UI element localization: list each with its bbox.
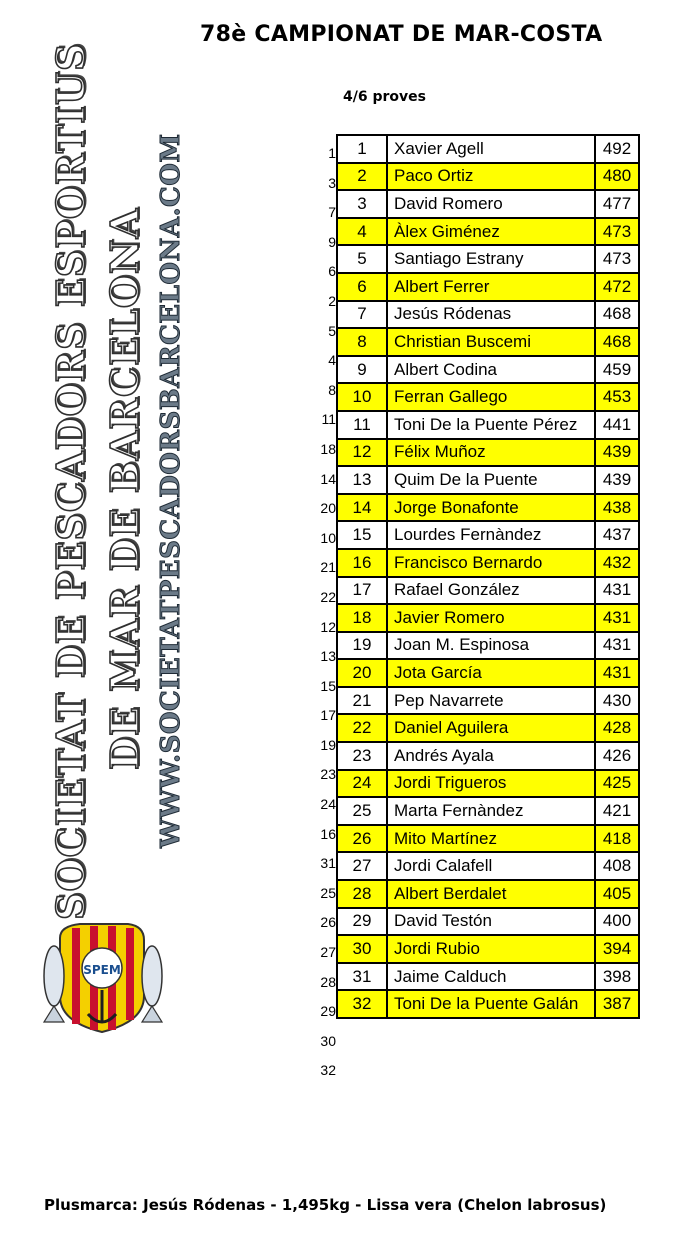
previous-position: 19 [320, 736, 336, 753]
table-row [337, 935, 639, 963]
table-row [337, 659, 639, 687]
previous-position: 16 [320, 825, 336, 842]
table-row [337, 383, 639, 411]
record-note: Plusmarca: Jesús Ródenas - 1,495kg - Lissa vera (Chelon labrosus) [44, 1196, 607, 1214]
name-cell: Santiago Estrany [387, 245, 595, 273]
table-row [337, 218, 639, 246]
table-row [337, 301, 639, 329]
points-cell: 421 [595, 797, 639, 825]
position-cell: 9 [337, 356, 387, 384]
name-cell: Joan M. Espinosa [387, 632, 595, 660]
points-cell: 492 [595, 135, 639, 163]
previous-position: 27 [320, 944, 336, 961]
name-cell: Jordi Calafell [387, 852, 595, 880]
table-row [337, 770, 639, 798]
name-cell: Albert Ferrer [387, 273, 595, 301]
previous-position: 6 [328, 263, 336, 280]
position-cell: 20 [337, 659, 387, 687]
position-cell: 14 [337, 494, 387, 522]
table-row [337, 135, 639, 163]
name-cell: Paco Ortiz [387, 163, 595, 191]
position-cell: 31 [337, 963, 387, 991]
table-row [337, 825, 639, 853]
table-row [337, 880, 639, 908]
name-cell: Daniel Aguilera [387, 714, 595, 742]
points-cell: 438 [595, 494, 639, 522]
table-row [337, 990, 639, 1018]
points-cell: 468 [595, 301, 639, 329]
name-cell: Andrés Ayala [387, 742, 595, 770]
position-cell: 7 [337, 301, 387, 329]
club-logo [40, 918, 170, 1036]
points-cell: 480 [595, 163, 639, 191]
position-cell: 28 [337, 880, 387, 908]
table-row [337, 190, 639, 218]
previous-position: 4 [328, 352, 336, 369]
position-cell: 27 [337, 852, 387, 880]
table-row [337, 521, 639, 549]
points-cell: 431 [595, 659, 639, 687]
table-row [337, 356, 639, 384]
position-cell: 16 [337, 549, 387, 577]
table-row [337, 494, 639, 522]
crest-lettering: SPEM [83, 963, 121, 977]
name-cell: Quim De la Puente [387, 466, 595, 494]
name-cell: David Romero [387, 190, 595, 218]
name-cell: Marta Fernàndez [387, 797, 595, 825]
table-row [337, 714, 639, 742]
previous-position: 25 [320, 884, 336, 901]
website-link[interactable]: WWW.SOCIETATPESCADORSBARCELONA.COM [156, 133, 186, 848]
points-cell: 468 [595, 328, 639, 356]
previous-position: 23 [320, 766, 336, 783]
previous-position: 21 [320, 559, 336, 576]
table-row [337, 273, 639, 301]
points-cell: 473 [595, 245, 639, 273]
position-cell: 21 [337, 687, 387, 715]
table-row [337, 797, 639, 825]
name-cell: David Testón [387, 908, 595, 936]
points-cell: 430 [595, 687, 639, 715]
name-cell: Pep Navarrete [387, 687, 595, 715]
table-row [337, 908, 639, 936]
name-cell: Javier Romero [387, 604, 595, 632]
table-row [337, 439, 639, 467]
position-cell: 25 [337, 797, 387, 825]
name-cell: Jesús Ródenas [387, 301, 595, 329]
points-cell: 477 [595, 190, 639, 218]
points-cell: 437 [595, 521, 639, 549]
previous-position: 14 [320, 470, 336, 487]
previous-position: 12 [320, 618, 336, 635]
position-cell: 26 [337, 825, 387, 853]
table-row [337, 549, 639, 577]
table-row [337, 411, 639, 439]
name-cell: Àlex Giménez [387, 218, 595, 246]
previous-position: 2 [328, 292, 336, 309]
previous-position: 9 [328, 233, 336, 250]
previous-position: 29 [320, 1003, 336, 1020]
table-row [337, 245, 639, 273]
branding-line2: DE MAR DE BARCELONA [102, 207, 147, 770]
previous-position: 3 [328, 174, 336, 191]
points-cell: 431 [595, 632, 639, 660]
points-cell: 432 [595, 549, 639, 577]
name-cell: Jordi Trigueros [387, 770, 595, 798]
points-cell: 394 [595, 935, 639, 963]
points-cell: 428 [595, 714, 639, 742]
name-cell: Jorge Bonafonte [387, 494, 595, 522]
points-cell: 472 [595, 273, 639, 301]
ranking-table [336, 134, 640, 1019]
page-title: 78è CAMPIONAT DE MAR-COSTA [200, 22, 603, 47]
previous-position: 11 [321, 411, 336, 428]
table-row [337, 632, 639, 660]
position-cell: 19 [337, 632, 387, 660]
position-cell: 10 [337, 383, 387, 411]
points-cell: 405 [595, 880, 639, 908]
previous-position: 24 [320, 796, 336, 813]
points-cell: 418 [595, 825, 639, 853]
previous-position: 32 [320, 1062, 336, 1079]
table-row [337, 577, 639, 605]
previous-position-column [300, 136, 336, 1083]
points-cell: 431 [595, 577, 639, 605]
position-cell: 4 [337, 218, 387, 246]
table-row [337, 742, 639, 770]
position-cell: 29 [337, 908, 387, 936]
position-cell: 30 [337, 935, 387, 963]
previous-position: 1 [328, 145, 336, 161]
points-cell: 439 [595, 439, 639, 467]
position-cell: 3 [337, 190, 387, 218]
points-cell: 426 [595, 742, 639, 770]
table-row [337, 328, 639, 356]
table-row [337, 163, 639, 191]
previous-position: 5 [328, 322, 336, 339]
previous-position: 17 [320, 707, 336, 724]
points-cell: 459 [595, 356, 639, 384]
name-cell: Jordi Rubio [387, 935, 595, 963]
name-cell: Jota García [387, 659, 595, 687]
table-row [337, 852, 639, 880]
points-cell: 408 [595, 852, 639, 880]
branding-line1: SOCIETAT DE PESCADORS ESPORTIUS [48, 42, 93, 920]
position-cell: 13 [337, 466, 387, 494]
points-cell: 453 [595, 383, 639, 411]
previous-position: 15 [320, 677, 336, 694]
position-cell: 8 [337, 328, 387, 356]
position-cell: 32 [337, 990, 387, 1018]
page-subtitle: 4/6 proves [343, 89, 426, 105]
name-cell: Jaime Calduch [387, 963, 595, 991]
previous-position: 13 [320, 648, 336, 665]
previous-position: 30 [320, 1032, 336, 1049]
name-cell: Félix Muñoz [387, 439, 595, 467]
previous-position: 22 [320, 588, 336, 605]
previous-position: 7 [328, 204, 336, 221]
position-cell: 5 [337, 245, 387, 273]
previous-position: 28 [320, 973, 336, 990]
position-cell: 6 [337, 273, 387, 301]
position-cell: 22 [337, 714, 387, 742]
name-cell: Ferran Gallego [387, 383, 595, 411]
position-cell: 17 [337, 577, 387, 605]
name-cell: Albert Berdalet [387, 880, 595, 908]
position-cell: 12 [337, 439, 387, 467]
points-cell: 400 [595, 908, 639, 936]
position-cell: 15 [337, 521, 387, 549]
previous-position: 26 [320, 914, 336, 931]
position-cell: 11 [337, 411, 387, 439]
previous-position: 31 [320, 855, 336, 872]
position-cell: 2 [337, 163, 387, 191]
table-row [337, 604, 639, 632]
position-cell: 23 [337, 742, 387, 770]
name-cell: Xavier Agell [387, 135, 595, 163]
position-cell: 18 [337, 604, 387, 632]
points-cell: 473 [595, 218, 639, 246]
points-cell: 439 [595, 466, 639, 494]
previous-position: 18 [320, 440, 336, 457]
name-cell: Toni De la Puente Galán [387, 990, 595, 1018]
name-cell: Albert Codina [387, 356, 595, 384]
name-cell: Lourdes Fernàndez [387, 521, 595, 549]
name-cell: Francisco Bernardo [387, 549, 595, 577]
previous-position: 10 [320, 529, 336, 546]
points-cell: 441 [595, 411, 639, 439]
name-cell: Toni De la Puente Pérez [387, 411, 595, 439]
points-cell: 387 [595, 990, 639, 1018]
previous-position: 20 [320, 500, 336, 517]
points-cell: 398 [595, 963, 639, 991]
points-cell: 431 [595, 604, 639, 632]
position-cell: 24 [337, 770, 387, 798]
previous-position: 8 [328, 381, 336, 398]
table-row [337, 466, 639, 494]
position-cell: 1 [337, 135, 387, 163]
points-cell: 425 [595, 770, 639, 798]
table-row [337, 687, 639, 715]
name-cell: Mito Martínez [387, 825, 595, 853]
name-cell: Rafael González [387, 577, 595, 605]
table-row [337, 963, 639, 991]
name-cell: Christian Buscemi [387, 328, 595, 356]
